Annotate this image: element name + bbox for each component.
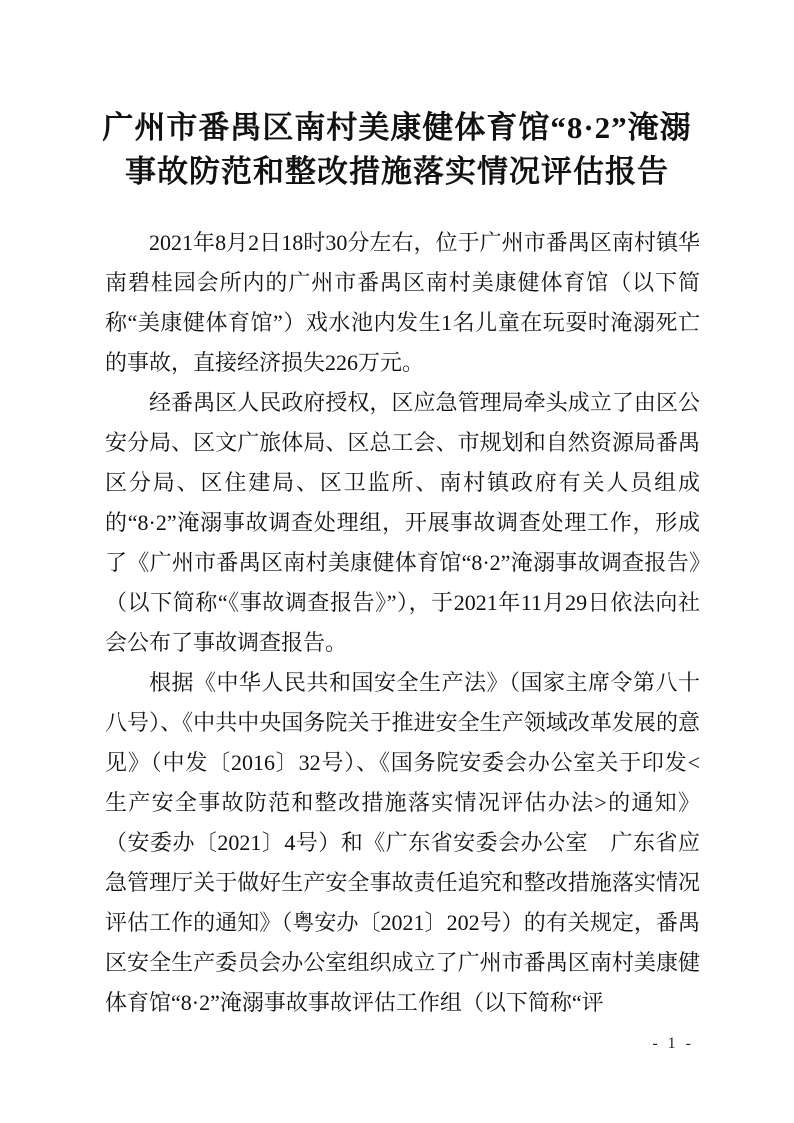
- document-title-line-2: 事故防范和整改措施落实情况评估报告: [125, 154, 669, 189]
- paragraph-incident-summary: 2021年8月2日18时30分左右，位于广州市番禺区南村镇华南碧桂园会所内的广州市番禺区南村美康健体育馆（以下简称“美康健体育馆”）戏水池内发生1名儿童在玩耍时淹溺死亡的事故，直接经济损失226万元。: [105, 230, 700, 375]
- document-title-line-1: 广州市番禺区南村美康健体育馆“8·2”淹溺: [102, 110, 692, 145]
- paragraph-investigation-team: 经番禺区人民政府授权，区应急管理局牵头成立了由区公安分局、区文广旅体局、区总工会、市规划和自然资源局番禺区分局、区住建局、区卫监所、南村镇政府有关人员组成的“8·2”淹溺事故调查处理组，开展事故调查处理工作，形成了《广州市番禺区南村美康健体育馆“8·2”淹溺事故调查报告》（以下简称“《事故调查报告》”），于2021年11月29日依法向社会公布了事故调查报告。: [105, 390, 700, 655]
- page-number: - 1 -: [652, 1035, 694, 1052]
- document-body: [105, 223, 700, 1023]
- paragraph-legal-basis: 根据《中华人民共和国安全生产法》（国家主席令第八十八号）、《中共中央国务院关于推进安全生产领域改革发展的意见》（中发〔2016〕32号）、《国务院安委会办公室关于印发<生产安全事故防范和整改措施落实情况评估办法>的通知》（安委办〔2021〕4号）和《广东省安委会办公室 广东省应急管理厅关于做好生产安全事故责任追究和整改措施落实情况评估工作的通知》（粤安办〔2021〕202号）的有关规定，番禺区安全生产委员会办公室组织成立了广州市番禺区南村美康健体育馆“8·2”淹溺事故事故评估工作组（以下简称“评: [105, 670, 700, 1015]
- document-title: [88, 106, 706, 194]
